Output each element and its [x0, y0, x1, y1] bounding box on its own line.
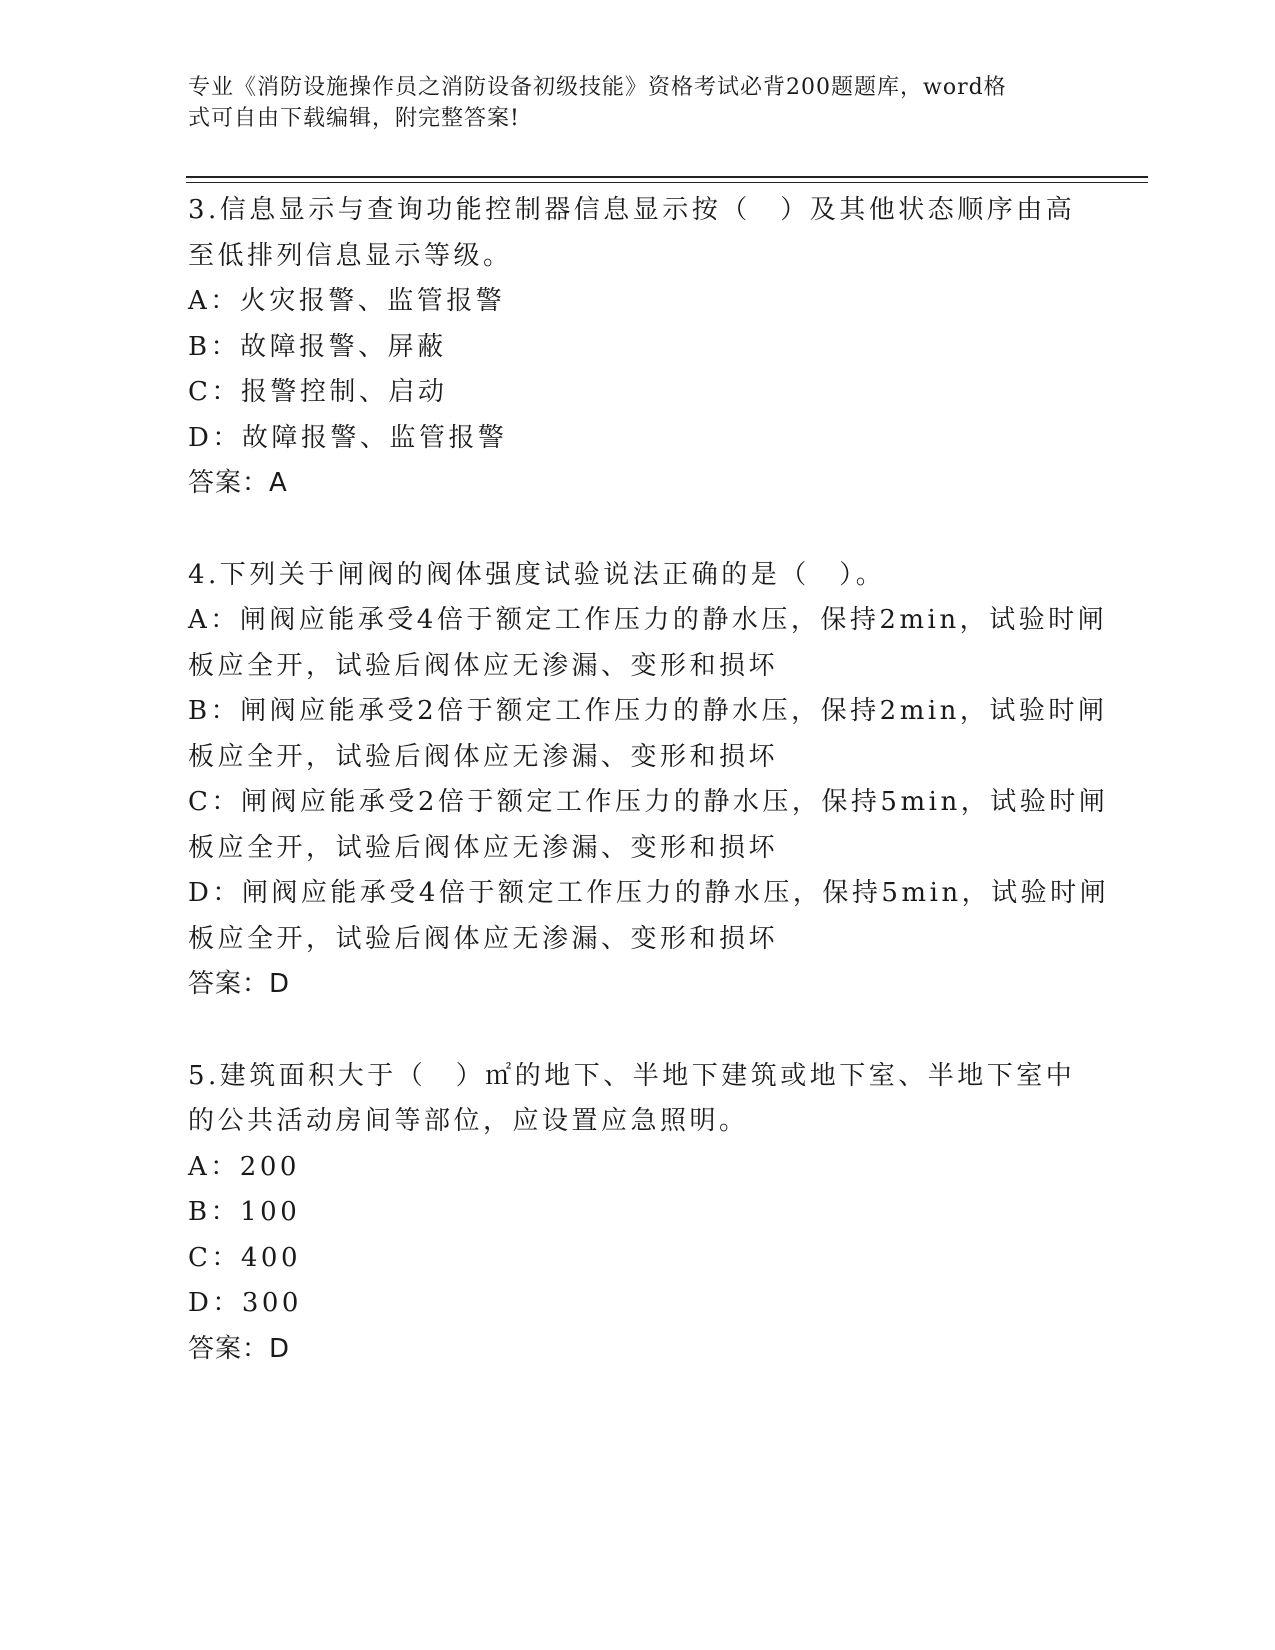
option-line: 板应全开，试验后阀体应无渗漏、变形和损坏: [188, 832, 779, 863]
header-line-2: 式可自由下载编辑，附完整答案!: [188, 106, 520, 131]
option-line: 板应全开，试验后阀体应无渗漏、变形和损坏: [188, 650, 779, 681]
header-line-1: 专业《消防设施操作员之消防设备初级技能》资格考试必背200题题库，word格: [188, 75, 1007, 100]
header-divider-thick: [186, 176, 1148, 178]
option-line: A：闸阀应能承受4倍于额定工作压力的静水压，保持2min，试验时闸: [188, 605, 1108, 635]
answer-line: 答案：D: [188, 1333, 291, 1364]
option-b: B：100: [188, 1197, 301, 1227]
question-stem: [188, 553, 1088, 599]
stem-line: 5.建筑面积大于（ ）㎡的地下、半地下建筑或地下室、半地下室中: [188, 1060, 1076, 1091]
question-stem: [188, 1054, 1088, 1145]
question-4: [188, 553, 1110, 1008]
option-line: B：闸阀应能承受2倍于额定工作压力的静水压，保持2min，试验时闸: [188, 696, 1108, 726]
question-3: [188, 188, 1088, 507]
option-b: [188, 689, 1108, 780]
option-a: A：火灾报警、监管报警: [188, 286, 506, 316]
answer-line: 答案：D: [188, 969, 291, 999]
option-b: B：故障报警、屏蔽: [188, 331, 447, 362]
question-stem: [188, 188, 1088, 279]
option-d: [188, 871, 1110, 962]
option-c: [188, 780, 1109, 871]
option-d: D：300: [188, 1288, 302, 1318]
header-divider-thin: [186, 182, 1148, 183]
stem-line: 4.下列关于闸阀的阀体强度试验说法正确的是（ ）。: [188, 559, 886, 590]
option-line: D：闸阀应能承受4倍于额定工作压力的静水压，保持5min，试验时闸: [188, 878, 1110, 908]
option-a: [188, 598, 1108, 689]
option-c: C：400: [188, 1242, 302, 1273]
option-line: C：闸阀应能承受2倍于额定工作压力的静水压，保持5min，试验时闸: [188, 787, 1109, 817]
question-list: [188, 188, 1110, 1372]
document-header: [188, 72, 1068, 134]
stem-line: 的公共活动房间等部位，应设置应急照明。: [188, 1106, 749, 1136]
option-c: C：报警控制、启动: [188, 377, 448, 407]
stem-line: 3.信息显示与查询功能控制器信息显示按（ ）及其他状态顺序由高: [188, 195, 1076, 225]
option-d: D：故障报警、监管报警: [188, 422, 508, 453]
option-line: 板应全开，试验后阀体应无渗漏、变形和损坏: [188, 741, 779, 772]
question-5: [188, 1054, 1088, 1373]
answer-line: 答案：A: [188, 468, 288, 498]
option-a: A：200: [188, 1151, 300, 1182]
option-line: 板应全开，试验后阀体应无渗漏、变形和损坏: [188, 923, 779, 954]
stem-line: 至低排列信息显示等级。: [188, 240, 513, 271]
